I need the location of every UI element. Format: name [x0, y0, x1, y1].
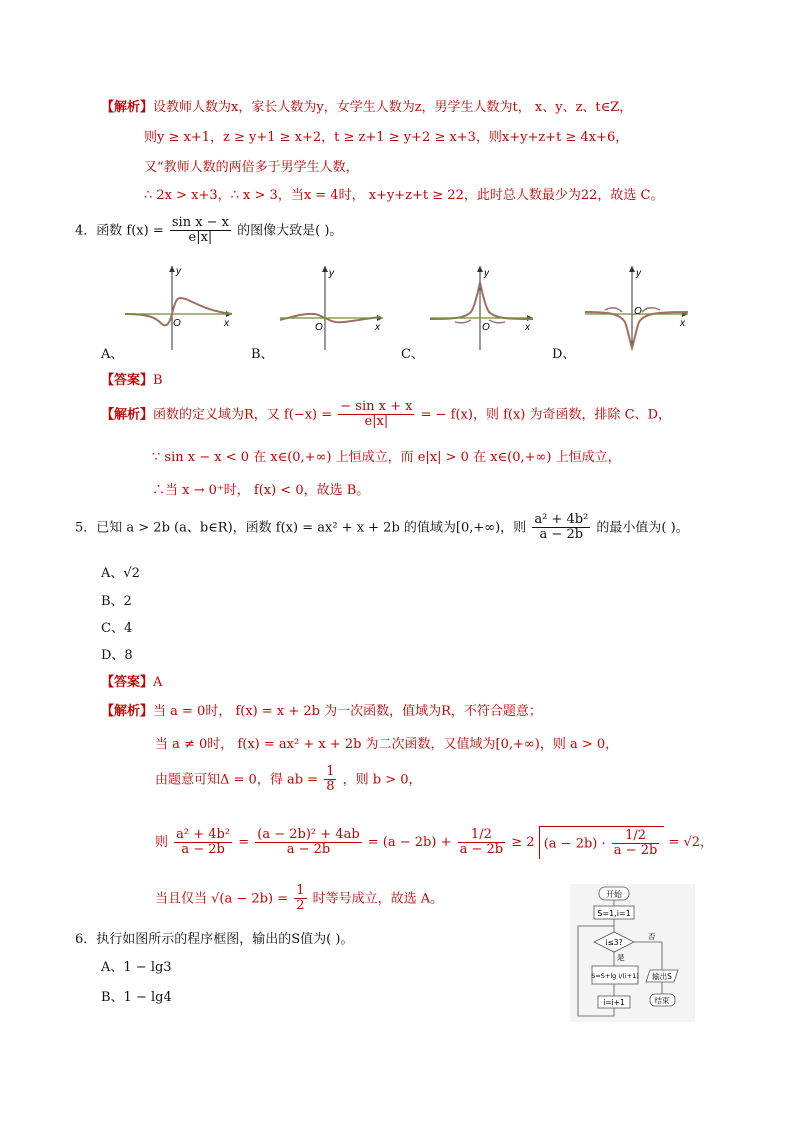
flow-cond-text: i≤3? — [605, 938, 623, 947]
q6-option-b[interactable]: B、1 − lg4 — [101, 990, 172, 1005]
q5-answer-tag: 【答案】 — [101, 675, 154, 690]
q4-stem-post: 的图像大致是( )。 — [237, 223, 343, 239]
q5-a4-sqrt — [539, 826, 665, 859]
graph-d-y-label: y — [636, 268, 641, 279]
graph-c-y-label: y — [484, 268, 489, 279]
q4-answer-value: B — [153, 373, 163, 388]
q4-a1-pre: 函数的定义域为R，又 f(−x) = — [153, 407, 333, 423]
flow-inc-text: i=i+1 — [603, 998, 625, 1007]
option-a[interactable]: A、 — [101, 347, 124, 362]
q5-a4-frac3 — [458, 828, 506, 858]
q5-analysis-line-1 — [101, 700, 542, 719]
q4-fraction — [170, 216, 231, 246]
q5-a3-fraction — [324, 765, 336, 795]
flowchart — [570, 884, 695, 1022]
analysis-line-3: 又“教师人数的两倍多于男学生人数， — [144, 160, 359, 175]
q4-frac-num: sin x − x — [171, 215, 230, 230]
option-c[interactable]: C、 — [401, 347, 424, 362]
q5-answer — [101, 671, 162, 690]
q5-a4-f2d: a − 2b — [286, 841, 331, 857]
q5-a4-eq2: = (a − 2b) + — [367, 834, 452, 850]
option-d[interactable]: D、 — [552, 347, 576, 362]
q5-a4-f1d: a − 2b — [181, 841, 225, 857]
q4-analysis-line-1 — [101, 400, 671, 430]
flow-no-text: 否 — [648, 932, 656, 941]
q6-stem: 6．执行如图所示的程序框图，输出的S值为( )。 — [75, 932, 354, 947]
graph-c-x-label: x — [525, 322, 530, 333]
q4-analysis-tag: 【解析】 — [101, 407, 154, 423]
q5-a3-num: 1 — [326, 764, 335, 779]
q5-analysis-line-4 — [155, 826, 713, 859]
q5-a4-eq1: = — [238, 834, 250, 850]
q5-a4-end: = √2， — [668, 834, 714, 850]
analysis-tag: 【解析】 — [101, 100, 154, 115]
q6-option-a[interactable]: A、1 − lg3 — [101, 960, 172, 975]
graph-b-y-label: y — [329, 268, 334, 279]
q4-a1-post: = − f(x)，则 f(x) 为奇函数，排除 C、D， — [420, 407, 671, 423]
q4-answer — [101, 369, 163, 388]
graph-b — [275, 262, 390, 352]
q5-a4-f4n: 1/2 — [612, 829, 660, 844]
q4-a1-fraction — [338, 400, 414, 430]
q5-a4-f3d: a − 2b — [459, 841, 504, 857]
q5-option-b[interactable]: B、2 — [101, 594, 132, 609]
q4-stem — [75, 216, 342, 246]
q5-a3-post: ，则 b > 0， — [342, 772, 422, 788]
flow-end-text: 结束 — [654, 996, 670, 1005]
q4-a1-den: e|x| — [364, 414, 389, 430]
q5-stem-post: 的最小值为( )。 — [596, 520, 689, 536]
q5-analysis-line-2: 当 a ≠ 0时， f(x) = ax² + x + 2b 为二次函数，又值域为[0,+∞)，则 a > 0， — [155, 737, 619, 752]
q5-a4-frac2 — [255, 828, 361, 858]
graph-d — [580, 262, 695, 352]
q5-analysis-line-3 — [155, 765, 422, 795]
q4-frac-den: e|x| — [188, 230, 213, 246]
q5-a4-root: (a − 2b) · — [543, 836, 606, 852]
q4-analysis-line-2: ∵ sin x − x < 0 在 x∈(0,+∞) 上恒成立，而 e|x| > 0 在 x∈(0,+∞) 上恒成立， — [152, 450, 621, 465]
q5-fraction — [532, 513, 590, 543]
q5-a4-f3n: 1/2 — [458, 828, 506, 843]
q5-option-d[interactable]: D、8 — [101, 648, 133, 663]
option-b[interactable]: B、 — [251, 347, 274, 362]
graph-a-origin: O — [173, 318, 181, 329]
q5-a4-frac1 — [174, 828, 232, 858]
q5-analysis-tag: 【解析】 — [101, 704, 154, 719]
analysis-line-1 — [101, 96, 632, 115]
graph-a-x-label: x — [224, 318, 229, 329]
q5-stem — [75, 513, 689, 543]
q5-stem-pre: 5．已知 a > 2b (a、b∈R)，函数 f(x) = ax² + x + 2b 的值域为[0,+∞)，则 — [75, 520, 527, 536]
q4-answer-tag: 【答案】 — [101, 373, 154, 388]
q5-a5-den: 2 — [296, 898, 305, 914]
flow-proc-text: S=S+lg i/(i+1) — [591, 972, 639, 980]
graph-d-origin: O — [634, 306, 642, 317]
q5-a4-f1n: a² + 4b² — [176, 826, 231, 842]
flow-start-text: 开始 — [606, 890, 622, 899]
q5-a5-fraction — [294, 884, 306, 914]
graph-b-origin: O — [315, 322, 323, 333]
q4-stem-pre: 4．函数 f(x) = — [75, 223, 164, 239]
graph-c — [425, 262, 540, 352]
q5-frac-num: a² + 4b² — [534, 512, 589, 527]
q5-option-c[interactable]: C、4 — [101, 621, 133, 636]
q5-frac-den: a − 2b — [539, 527, 584, 543]
analysis-text: 设教师人数为x，家长人数为y，女学生人数为z，男学生人数为t， x、y、z、t∈Z， — [153, 100, 633, 115]
q5-a4-f2n: (a − 2b)² + 4ab — [257, 826, 360, 842]
flow-output-text: 输出S — [652, 972, 672, 981]
graph-a-y-label: y — [176, 266, 181, 277]
flow-init-text: S=1,i=1 — [597, 909, 631, 918]
graph-b-x-label: x — [375, 322, 380, 333]
graph-c-origin: O — [482, 322, 490, 333]
q5-a4-pre: 则 — [155, 834, 169, 850]
q5-a3-den: 8 — [326, 779, 335, 795]
q4-analysis-line-3: ∴当 x → 0⁺时， f(x) < 0，故选 B。 — [152, 483, 370, 498]
flow-yes-text: 是 — [617, 953, 625, 962]
graph-a — [120, 262, 240, 352]
q5-analysis-line-5 — [155, 884, 443, 914]
q5-a5-pre: 当且仅当 √(a − 2b) = — [155, 891, 289, 907]
q5-a4-frac4 — [612, 829, 660, 859]
analysis-line-4: ∴ 2x > x+3，∴ x > 3，当x = 4时， x+y+z+t ≥ 22，此时总人数最少为22，故选 C。 — [144, 188, 664, 203]
analysis-line-2: 则y ≥ x+1，z ≥ y+1 ≥ x+2，t ≥ z+1 ≥ y+2 ≥ x+3，则x+y+z+t ≥ 4x+6， — [144, 130, 629, 145]
q5-a3-pre: 由题意可知Δ = 0，得 ab = — [155, 772, 319, 788]
q5-option-a[interactable]: A、√2 — [101, 566, 140, 581]
q4-a1-num: − sin x + x — [340, 399, 413, 414]
graph-d-x-label: x — [680, 318, 685, 329]
q5-a5-post: 时等号成立，故选 A。 — [312, 891, 444, 907]
q5-a5-num: 1 — [296, 883, 305, 898]
q5-a4-f4d: a − 2b — [613, 843, 658, 859]
q5-a1: 当 a = 0时， f(x) = x + 2b 为一次函数，值域为R，不符合题意； — [153, 704, 542, 719]
q5-answer-value: A — [153, 675, 163, 690]
q5-a4-ge: ≥ 2 — [511, 834, 535, 850]
